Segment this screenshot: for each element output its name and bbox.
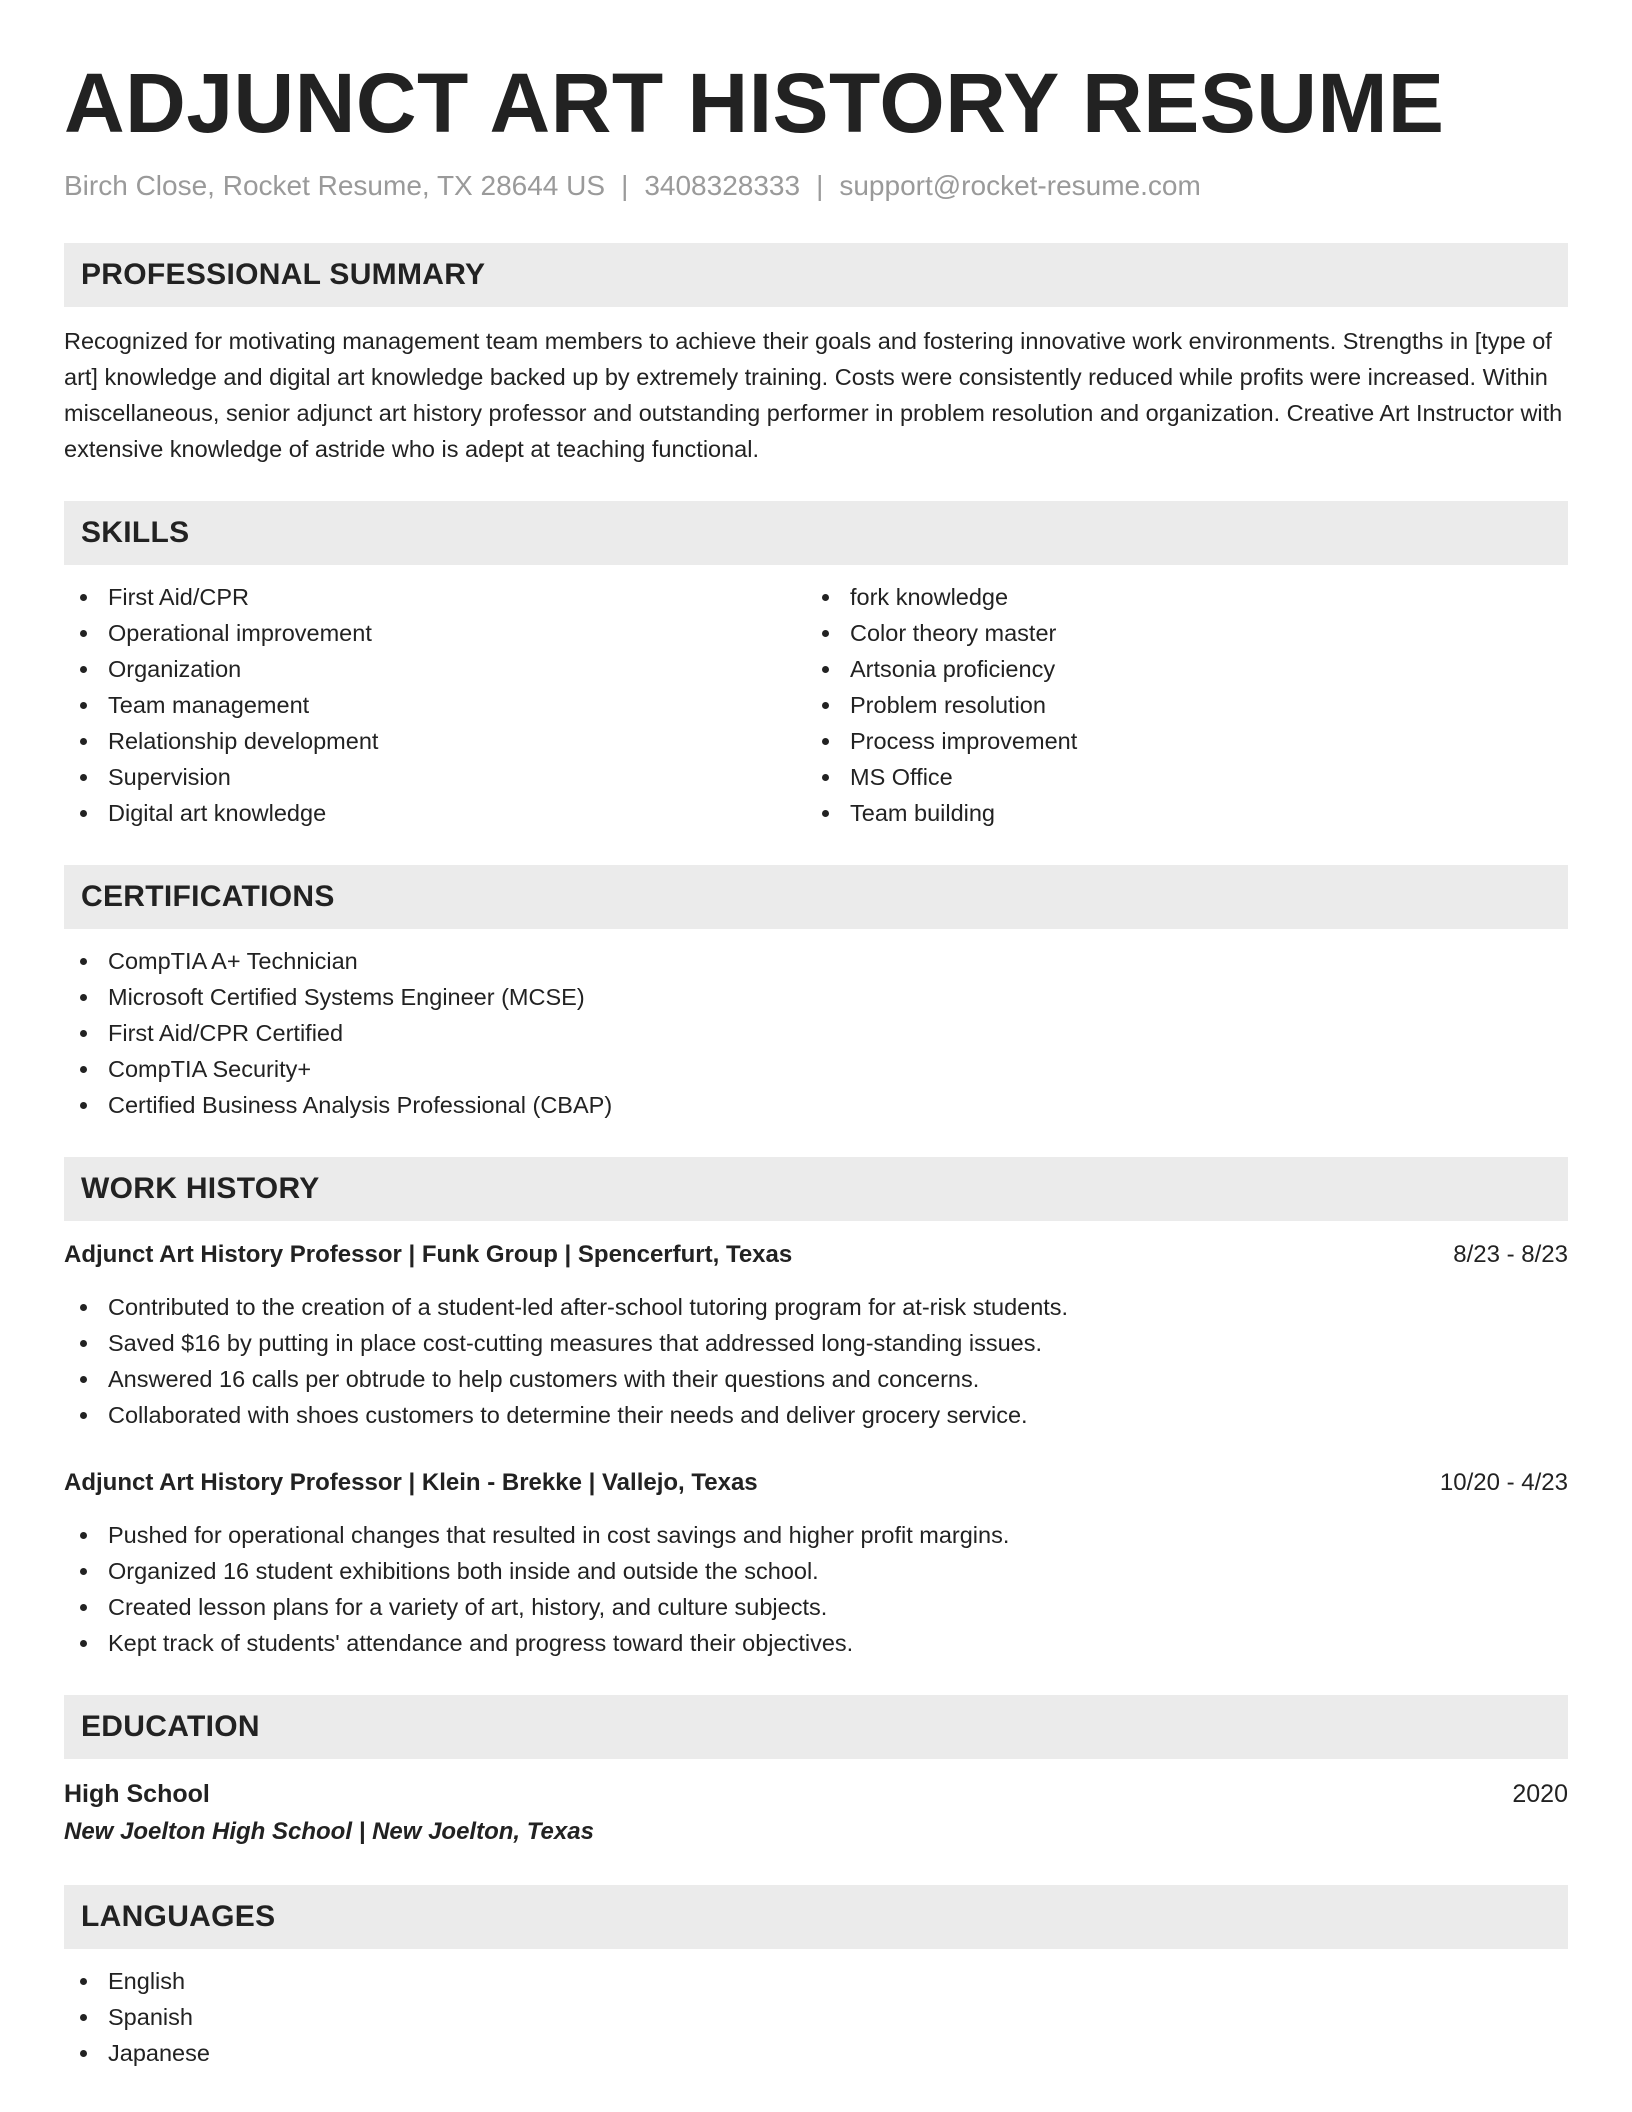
language-item: English	[64, 1963, 1568, 1999]
job-bullet: Organized 16 student exhibitions both inside and outside the school.	[64, 1553, 1568, 1589]
skill-item: Organization	[64, 651, 806, 687]
skills-column-right	[806, 579, 1548, 831]
job-title: Adjunct Art History Professor | Funk Group | Spencerfurt, Texas	[64, 1241, 793, 1268]
job-title: Adjunct Art History Professor | Klein - Brekke | Vallejo, Texas	[64, 1469, 758, 1496]
contact-separator: |	[621, 170, 629, 201]
job-header	[64, 1237, 1568, 1273]
contact-email[interactable]: support@rocket-resume.com	[839, 170, 1201, 201]
skill-item: Artsonia proficiency	[806, 651, 1548, 687]
certifications-heading: CERTIFICATIONS	[64, 865, 1568, 929]
contact-line	[64, 168, 1568, 204]
certifications-list	[64, 943, 1568, 1123]
job-bullet: Collaborated with shoes customers to determine their needs and deliver grocery service.	[64, 1397, 1568, 1433]
education-year: 2020	[1512, 1780, 1568, 1808]
contact-address: Birch Close, Rocket Resume, TX 28644 US	[64, 170, 606, 201]
job-bullet: Created lesson plans for a variety of art, history, and culture subjects.	[64, 1589, 1568, 1625]
resume-title: ADJUNCT ART HISTORY RESUME	[64, 56, 1445, 150]
job-bullet: Pushed for operational changes that resulted in cost savings and higher profit margins.	[64, 1517, 1568, 1553]
skill-item: Problem resolution	[806, 687, 1548, 723]
certification-item: First Aid/CPR Certified	[64, 1015, 1568, 1051]
education-school: New Joelton High School | New Joelton, Texas	[64, 1818, 594, 1845]
skill-item: Team building	[806, 795, 1548, 831]
skills-list	[64, 579, 1568, 831]
language-item: Spanish	[64, 1999, 1568, 2035]
language-item: Japanese	[64, 2035, 1568, 2071]
skills-heading: SKILLS	[64, 501, 1568, 565]
education-entry	[64, 1775, 1568, 1851]
skill-item: Digital art knowledge	[64, 795, 806, 831]
job-dates: 10/20 - 4/23	[1439, 1469, 1568, 1496]
skill-item: Relationship development	[64, 723, 806, 759]
job-entry	[64, 1237, 1568, 1433]
languages-heading: LANGUAGES	[64, 1885, 1568, 1949]
contact-phone: 3408328333	[644, 170, 801, 201]
skill-item: Team management	[64, 687, 806, 723]
certification-item: CompTIA A+ Technician	[64, 943, 1568, 979]
skill-item: First Aid/CPR	[64, 579, 806, 615]
skills-column-left	[64, 579, 806, 831]
job-bullet: Saved $16 by putting in place cost-cutting measures that addressed long-standing issues.	[64, 1325, 1568, 1361]
skill-item: Color theory master	[806, 615, 1548, 651]
job-dates: 8/23 - 8/23	[1453, 1241, 1568, 1268]
job-bullets	[64, 1517, 1568, 1661]
certification-item: Certified Business Analysis Professional (CBAP)	[64, 1087, 1568, 1123]
resume-page	[64, 0, 1568, 2071]
summary-text: Recognized for motivating management team members to achieve their goals and fostering innovative work environments. Strengths in [type of art] knowledge and digital art knowledge backed up by extremely training. Costs were consistently reduced while profits were increased. Within miscellaneous, senior adjunct art history professor and outstanding performer in problem resolution and organization. Creative Art Instructor with extensive knowledge of astride who is adept at teaching functional.	[64, 328, 1563, 462]
languages-list	[64, 1963, 1568, 2071]
summary-heading: PROFESSIONAL SUMMARY	[64, 243, 1568, 307]
job-bullet: Kept track of students' attendance and progress toward their objectives.	[64, 1625, 1568, 1661]
certification-item: CompTIA Security+	[64, 1051, 1568, 1087]
skill-item: fork knowledge	[806, 579, 1548, 615]
skill-item: MS Office	[806, 759, 1548, 795]
job-bullet: Answered 16 calls per obtrude to help customers with their questions and concerns.	[64, 1361, 1568, 1397]
skill-item: Process improvement	[806, 723, 1548, 759]
skill-item: Operational improvement	[64, 615, 806, 651]
skill-item: Supervision	[64, 759, 806, 795]
certification-item: Microsoft Certified Systems Engineer (MCSE)	[64, 979, 1568, 1015]
job-bullet: Contributed to the creation of a student-led after-school tutoring program for at-risk students.	[64, 1289, 1568, 1325]
job-entry	[64, 1465, 1568, 1661]
contact-separator: |	[816, 170, 824, 201]
education-heading: EDUCATION	[64, 1695, 1568, 1759]
job-bullets	[64, 1289, 1568, 1433]
job-header	[64, 1465, 1568, 1501]
education-degree: High School	[64, 1780, 210, 1808]
education-header	[64, 1775, 1568, 1813]
work-history-heading: WORK HISTORY	[64, 1157, 1568, 1221]
